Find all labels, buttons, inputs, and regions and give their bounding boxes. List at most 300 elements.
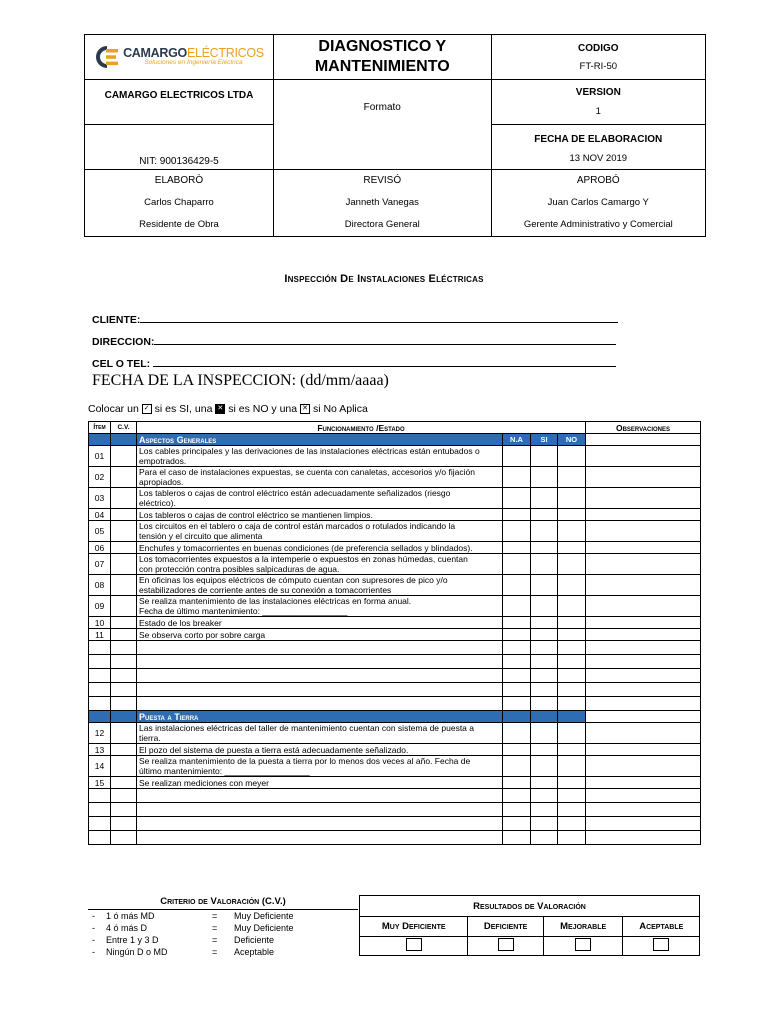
check-si-cell[interactable]	[531, 756, 558, 777]
check-si-cell[interactable]	[531, 629, 558, 641]
empty-cell[interactable]	[531, 803, 558, 817]
empty-cell[interactable]	[89, 803, 111, 817]
check-no-cell[interactable]	[558, 554, 586, 575]
header-table	[84, 34, 706, 237]
empty-cell[interactable]	[111, 655, 137, 669]
result-option-cell	[543, 937, 623, 956]
observation-cell[interactable]	[586, 723, 701, 744]
empty-row	[89, 789, 701, 803]
empty-cell[interactable]	[137, 803, 503, 817]
table-row	[89, 596, 701, 617]
aprobo-label: APROBÓ	[576, 175, 620, 186]
empty-row	[89, 655, 701, 669]
empty-cell[interactable]	[89, 683, 111, 697]
direccion-row	[92, 335, 616, 348]
check-na-cell[interactable]	[503, 467, 531, 488]
item-text-line: empotrados.	[139, 456, 187, 466]
empty-cell[interactable]	[137, 817, 503, 831]
results-table	[359, 895, 700, 956]
cv-cell[interactable]	[111, 554, 137, 575]
empty-cell[interactable]	[531, 789, 558, 803]
result-checkbox[interactable]	[406, 938, 422, 951]
aprobo-name: Juan Carlos Camargo Y	[547, 197, 649, 208]
empty-cell[interactable]	[586, 789, 701, 803]
observation-cell[interactable]	[586, 629, 701, 641]
cv-cell[interactable]	[111, 509, 137, 521]
item-text-line: último mantenimiento: __________________	[139, 766, 310, 776]
fecha-value: 13 NOV 2019	[569, 153, 628, 164]
company-name: CAMARGO ELECTRICOS LTDA	[85, 80, 274, 125]
codigo-cell	[491, 35, 705, 80]
empty-cell[interactable]	[503, 817, 531, 831]
cv-cell[interactable]	[111, 575, 137, 596]
empty-cell[interactable]	[111, 831, 137, 845]
empty-cell[interactable]	[531, 683, 558, 697]
criteria-result: Muy Deficiente	[234, 911, 294, 921]
empty-cell[interactable]	[503, 683, 531, 697]
check-no-cell[interactable]	[558, 542, 586, 554]
reviso-name: Janneth Vanegas	[345, 197, 419, 208]
instr-part1: Colocar un	[88, 403, 139, 415]
criteria-cond: Ningún D o MD	[106, 947, 168, 957]
item-text-line: Se realizan mediciones con meyer	[139, 777, 269, 788]
aprobo-cell	[491, 170, 705, 237]
table-row	[89, 467, 701, 488]
table-row	[89, 554, 701, 575]
fecha-cell	[491, 125, 705, 170]
section-puesta-tierra-title: Puesta a Tierra	[137, 711, 503, 723]
check-si-cell[interactable]	[531, 446, 558, 467]
cliente-label: CLIENTE:	[92, 314, 141, 326]
empty-cell[interactable]	[531, 817, 558, 831]
empty-cell[interactable]	[111, 697, 137, 711]
cv-cell[interactable]	[111, 744, 137, 756]
table-row	[89, 629, 701, 641]
doc-title-line2: MANTENIMIENTO	[314, 58, 450, 75]
observation-cell[interactable]	[586, 521, 701, 542]
item-number: 14	[89, 756, 111, 777]
check-si-cell[interactable]	[531, 617, 558, 629]
table-row	[89, 723, 701, 744]
empty-cell[interactable]	[111, 789, 137, 803]
cv-cell[interactable]	[111, 542, 137, 554]
tel-label: CEL O TEL:	[92, 358, 151, 370]
empty-cell[interactable]	[586, 697, 701, 711]
empty-cell[interactable]	[503, 831, 531, 845]
empty-cell[interactable]	[586, 669, 701, 683]
criteria-row	[88, 946, 358, 958]
results-boxes-row	[360, 937, 700, 956]
empty-cell[interactable]	[137, 697, 503, 711]
table-row	[89, 509, 701, 521]
item-description	[137, 723, 503, 744]
cv-cell[interactable]	[111, 777, 137, 789]
cv-cell[interactable]	[111, 596, 137, 617]
empty-cell[interactable]	[586, 683, 701, 697]
empty-cell[interactable]	[137, 655, 503, 669]
empty-cell[interactable]	[503, 669, 531, 683]
criteria-result: Aceptable	[234, 947, 275, 957]
check-na-cell[interactable]	[503, 542, 531, 554]
item-number: 06	[89, 542, 111, 554]
observation-cell[interactable]	[586, 509, 701, 521]
item-text-line: Estado de los breaker	[139, 617, 222, 628]
table-row	[89, 575, 701, 596]
observation-cell[interactable]	[586, 617, 701, 629]
cv-cell[interactable]	[111, 521, 137, 542]
empty-cell[interactable]	[137, 683, 503, 697]
empty-cell[interactable]	[89, 641, 111, 655]
observation-cell[interactable]	[586, 596, 701, 617]
check-na-cell[interactable]	[503, 723, 531, 744]
empty-cell[interactable]	[531, 669, 558, 683]
check-si-cell[interactable]	[531, 542, 558, 554]
observation-cell[interactable]	[586, 777, 701, 789]
check-no-cell[interactable]	[558, 777, 586, 789]
results-labels-row	[360, 917, 700, 937]
logo-brand-main: CAMARGO	[123, 46, 187, 60]
empty-cell[interactable]	[89, 831, 111, 845]
empty-cell[interactable]	[558, 831, 586, 845]
empty-cell[interactable]	[586, 655, 701, 669]
empty-cell[interactable]	[89, 669, 111, 683]
logo-tagline: Soluciones en Ingeniería Eléctrica	[144, 59, 243, 66]
empty-cell[interactable]	[503, 697, 531, 711]
cv-cell[interactable]	[111, 446, 137, 467]
item-number: 15	[89, 777, 111, 789]
item-number: 08	[89, 575, 111, 596]
empty-cell[interactable]	[111, 817, 137, 831]
item-number: 11	[89, 629, 111, 641]
criteria-bullet: -	[92, 935, 95, 945]
empty-cell[interactable]	[89, 697, 111, 711]
cv-cell[interactable]	[111, 629, 137, 641]
check-no-cell[interactable]	[558, 467, 586, 488]
empty-cell[interactable]	[111, 683, 137, 697]
criteria-eq: =	[212, 935, 218, 945]
empty-cell[interactable]	[503, 789, 531, 803]
codigo-value: FT-RI-50	[579, 61, 618, 72]
version-label: VERSION	[575, 87, 621, 98]
table-row	[89, 744, 701, 756]
item-text-line: estabilizadores de corriente antes de su conexión a tomacorrientes	[139, 585, 392, 595]
check-si-cell[interactable]	[531, 777, 558, 789]
check-no-cell[interactable]	[558, 509, 586, 521]
check-no-cell[interactable]	[558, 596, 586, 617]
elaboro-role: Residente de Obra	[139, 219, 219, 230]
check-si-cell[interactable]	[531, 521, 558, 542]
result-option-label: Aceptable	[623, 917, 700, 937]
empty-cell[interactable]	[531, 655, 558, 669]
instructions	[88, 403, 368, 415]
empty-row	[89, 803, 701, 817]
criteria-bullet: -	[92, 923, 95, 933]
check-na-cell[interactable]	[503, 521, 531, 542]
criteria-row	[88, 910, 358, 922]
item-text-line: Se realiza mantenimiento de las instalaciones eléctricas en forma anual.	[139, 596, 412, 606]
check-na-cell[interactable]	[503, 629, 531, 641]
check-no-cell[interactable]	[558, 575, 586, 596]
reviso-label: REVISÓ	[363, 175, 402, 186]
item-number: 01	[89, 446, 111, 467]
nit-value: NIT: 900136429-5	[139, 156, 219, 167]
reviso-cell	[273, 170, 491, 237]
col-obs-header: Observaciones	[586, 422, 701, 434]
inspection-table	[88, 421, 701, 845]
table-row	[89, 521, 701, 542]
direccion-label: DIRECCION:	[92, 336, 155, 348]
empty-cell[interactable]	[531, 641, 558, 655]
check-no-icon: ✕	[215, 404, 225, 414]
empty-cell[interactable]	[137, 831, 503, 845]
item-description	[137, 554, 503, 575]
empty-cell[interactable]	[558, 789, 586, 803]
empty-cell[interactable]	[503, 641, 531, 655]
codigo-label: CODIGO	[578, 43, 619, 54]
item-text-line: con protección contra posibles salpicaduras de agua.	[139, 564, 340, 574]
blue-blank	[111, 434, 137, 446]
item-description	[137, 521, 503, 542]
col-cv-header: C.V.	[111, 422, 137, 434]
empty-cell[interactable]	[586, 803, 701, 817]
criteria-box	[88, 895, 358, 958]
cv-cell[interactable]	[111, 488, 137, 509]
empty-cell[interactable]	[503, 655, 531, 669]
criteria-eq: =	[212, 911, 218, 921]
empty-cell[interactable]	[558, 803, 586, 817]
criteria-eq: =	[212, 947, 218, 957]
cv-cell[interactable]	[111, 756, 137, 777]
check-no-cell[interactable]	[558, 756, 586, 777]
empty-cell[interactable]	[586, 641, 701, 655]
check-na-cell[interactable]	[503, 575, 531, 596]
results-title: Resultados de Valoración	[360, 896, 700, 917]
check-no-cell[interactable]	[558, 488, 586, 509]
item-description	[137, 467, 503, 488]
result-checkbox[interactable]	[575, 938, 591, 951]
empty-row	[89, 683, 701, 697]
section-puesta-tierra-row	[89, 711, 701, 723]
item-description	[137, 617, 503, 629]
check-no-cell[interactable]	[558, 617, 586, 629]
logo-brand	[123, 47, 264, 59]
col-si-header: SI	[531, 434, 558, 446]
blue-blank	[89, 711, 111, 723]
item-description	[137, 542, 503, 554]
item-description	[137, 777, 503, 789]
elaboro-cell	[85, 170, 274, 237]
item-text-line: tierra.	[139, 733, 161, 743]
item-text-line: Los cables principales y las derivaciones de las instalaciones eléctricas están entubados o	[139, 446, 480, 456]
check-si-cell[interactable]	[531, 554, 558, 575]
item-text-line: Fecha de último mantenimiento: __________________	[139, 606, 348, 616]
item-text-line: eléctrico).	[139, 498, 176, 508]
check-na-cell[interactable]	[503, 777, 531, 789]
check-no-cell[interactable]	[558, 446, 586, 467]
item-description	[137, 744, 503, 756]
observation-cell[interactable]	[586, 467, 701, 488]
blue-blank	[586, 434, 701, 446]
item-text-line: El pozo del sistema de puesta a tierra está adecuadamente señalizado.	[139, 744, 409, 755]
item-description	[137, 446, 503, 467]
col-func-header: Funcionamiento /Estado	[137, 422, 586, 434]
result-option-label: Muy Deficiente	[360, 917, 468, 937]
item-text-line: apropiados.	[139, 477, 184, 487]
observation-cell[interactable]	[586, 756, 701, 777]
empty-cell[interactable]	[503, 803, 531, 817]
empty-cell[interactable]	[137, 789, 503, 803]
table-row	[89, 488, 701, 509]
col-no-header: NO	[558, 434, 586, 446]
criteria-result: Muy Deficiente	[234, 923, 294, 933]
check-na-cell[interactable]	[503, 596, 531, 617]
item-text-line: Los tomacorrientes expuestos a la intemperie o expuestos en zonas húmedas, cuentan	[139, 554, 468, 564]
blue-blank	[531, 711, 558, 723]
result-checkbox[interactable]	[653, 938, 669, 951]
formato-label: Formato	[273, 80, 491, 170]
results-box	[359, 895, 700, 956]
check-no-cell[interactable]	[558, 629, 586, 641]
criteria-condition	[88, 934, 212, 946]
check-si-cell[interactable]	[531, 723, 558, 744]
check-no-cell[interactable]	[558, 723, 586, 744]
empty-cell[interactable]	[531, 697, 558, 711]
empty-cell[interactable]	[531, 831, 558, 845]
doc-title-line1: DIAGNOSTICO Y	[318, 38, 447, 55]
cv-cell[interactable]	[111, 723, 137, 744]
criteria-bullet: -	[92, 947, 95, 957]
empty-cell[interactable]	[558, 817, 586, 831]
elaboro-name: Carlos Chaparro	[144, 197, 214, 208]
criteria-condition	[88, 910, 212, 922]
nit-cell	[85, 125, 274, 170]
tel-row	[92, 357, 616, 370]
criteria-title: Criterio de Valoración (C.V.)	[88, 895, 358, 910]
instr-part2: si es SI, una	[154, 403, 213, 415]
blue-blank	[558, 711, 586, 723]
empty-cell[interactable]	[89, 789, 111, 803]
item-text-line: Para el caso de instalaciones expuestas, se cuenta con canaletas, accesorios y/o fijación	[139, 467, 475, 477]
result-option-label: Deficiente	[468, 917, 543, 937]
check-na-cell[interactable]	[503, 554, 531, 575]
blue-blank	[111, 711, 137, 723]
title-cell	[273, 35, 491, 80]
check-no-cell[interactable]	[558, 744, 586, 756]
check-na-cell[interactable]	[503, 744, 531, 756]
empty-cell[interactable]	[586, 831, 701, 845]
observation-cell[interactable]	[586, 575, 701, 596]
result-checkbox[interactable]	[498, 938, 514, 951]
item-text-line: Las instalaciones eléctricas del taller de mantenimiento cuentan con sistema de puesta a	[139, 723, 474, 733]
empty-row	[89, 697, 701, 711]
item-text-line: Se observa corto por sobre carga	[139, 629, 266, 640]
empty-cell[interactable]	[89, 655, 111, 669]
check-na-cell[interactable]	[503, 509, 531, 521]
item-description	[137, 596, 503, 617]
version-cell	[491, 80, 705, 125]
logo-cell	[85, 35, 274, 80]
item-text-line: Los tableros o cajas de control eléctrico se mantienen limpios.	[139, 509, 373, 520]
fecha-inspeccion: FECHA DE LA INSPECCION: (dd/mm/aaaa)	[92, 372, 389, 389]
result-option-cell	[468, 937, 543, 956]
table-header-row	[89, 422, 701, 434]
empty-cell[interactable]	[558, 697, 586, 711]
col-item-header: Ítem	[89, 422, 111, 434]
observation-cell[interactable]	[586, 744, 701, 756]
criteria-cond: 4 ó más D	[106, 923, 148, 933]
observation-cell[interactable]	[586, 542, 701, 554]
check-si-cell[interactable]	[531, 744, 558, 756]
elaboro-label: ELABORÒ	[154, 175, 204, 186]
observation-cell[interactable]	[586, 488, 701, 509]
item-description	[137, 509, 503, 521]
check-si-cell[interactable]	[531, 488, 558, 509]
empty-cell[interactable]	[137, 669, 503, 683]
item-text-line: Los circuitos en el tablero o caja de control están marcados o rotulados indicando la	[139, 521, 456, 531]
check-na-cell[interactable]	[503, 756, 531, 777]
empty-cell[interactable]	[111, 803, 137, 817]
criteria-condition	[88, 946, 212, 958]
company-logo	[85, 35, 273, 79]
item-number: 05	[89, 521, 111, 542]
table-row	[89, 617, 701, 629]
empty-cell[interactable]	[111, 669, 137, 683]
criteria-bullet: -	[92, 911, 95, 921]
check-na-icon: ✕	[300, 404, 310, 414]
blue-blank	[503, 711, 531, 723]
observation-cell[interactable]	[586, 446, 701, 467]
inspection-body	[89, 422, 701, 845]
criteria-list	[88, 910, 358, 958]
check-na-cell[interactable]	[503, 446, 531, 467]
check-si-cell[interactable]	[531, 509, 558, 521]
empty-cell[interactable]	[558, 655, 586, 669]
check-si-cell[interactable]	[531, 596, 558, 617]
result-option-cell	[623, 937, 700, 956]
table-row	[89, 446, 701, 467]
check-si-cell[interactable]	[531, 467, 558, 488]
check-na-cell[interactable]	[503, 488, 531, 509]
empty-row	[89, 817, 701, 831]
criteria-row	[88, 934, 358, 946]
item-number: 02	[89, 467, 111, 488]
cliente-input[interactable]	[140, 313, 618, 323]
tel-input[interactable]	[153, 357, 616, 367]
empty-cell[interactable]	[558, 683, 586, 697]
item-number: 04	[89, 509, 111, 521]
item-text-line: Enchufes y tomacorrientes en buenas condiciones (de preferencia sellados y blindados).	[139, 542, 473, 553]
empty-cell[interactable]	[89, 817, 111, 831]
empty-cell[interactable]	[137, 641, 503, 655]
reviso-role: Directora General	[344, 219, 420, 230]
cv-cell[interactable]	[111, 467, 137, 488]
item-text-line: Se realiza mantenimiento de la puesta a tierra por lo menos dos veces al año. Fecha de	[139, 756, 471, 766]
item-number: 09	[89, 596, 111, 617]
empty-cell[interactable]	[558, 669, 586, 683]
observation-cell[interactable]	[586, 554, 701, 575]
cv-cell[interactable]	[111, 617, 137, 629]
empty-cell[interactable]	[111, 641, 137, 655]
check-no-cell[interactable]	[558, 521, 586, 542]
criteria-row	[88, 922, 358, 934]
check-si-cell[interactable]	[531, 575, 558, 596]
table-row	[89, 756, 701, 777]
empty-cell[interactable]	[558, 641, 586, 655]
direccion-input[interactable]	[154, 335, 616, 345]
empty-cell[interactable]	[586, 817, 701, 831]
check-na-cell[interactable]	[503, 617, 531, 629]
item-text-line: En oficinas los equipos eléctricos de cómputo cuentan con supresores de pico y/o	[139, 575, 448, 585]
